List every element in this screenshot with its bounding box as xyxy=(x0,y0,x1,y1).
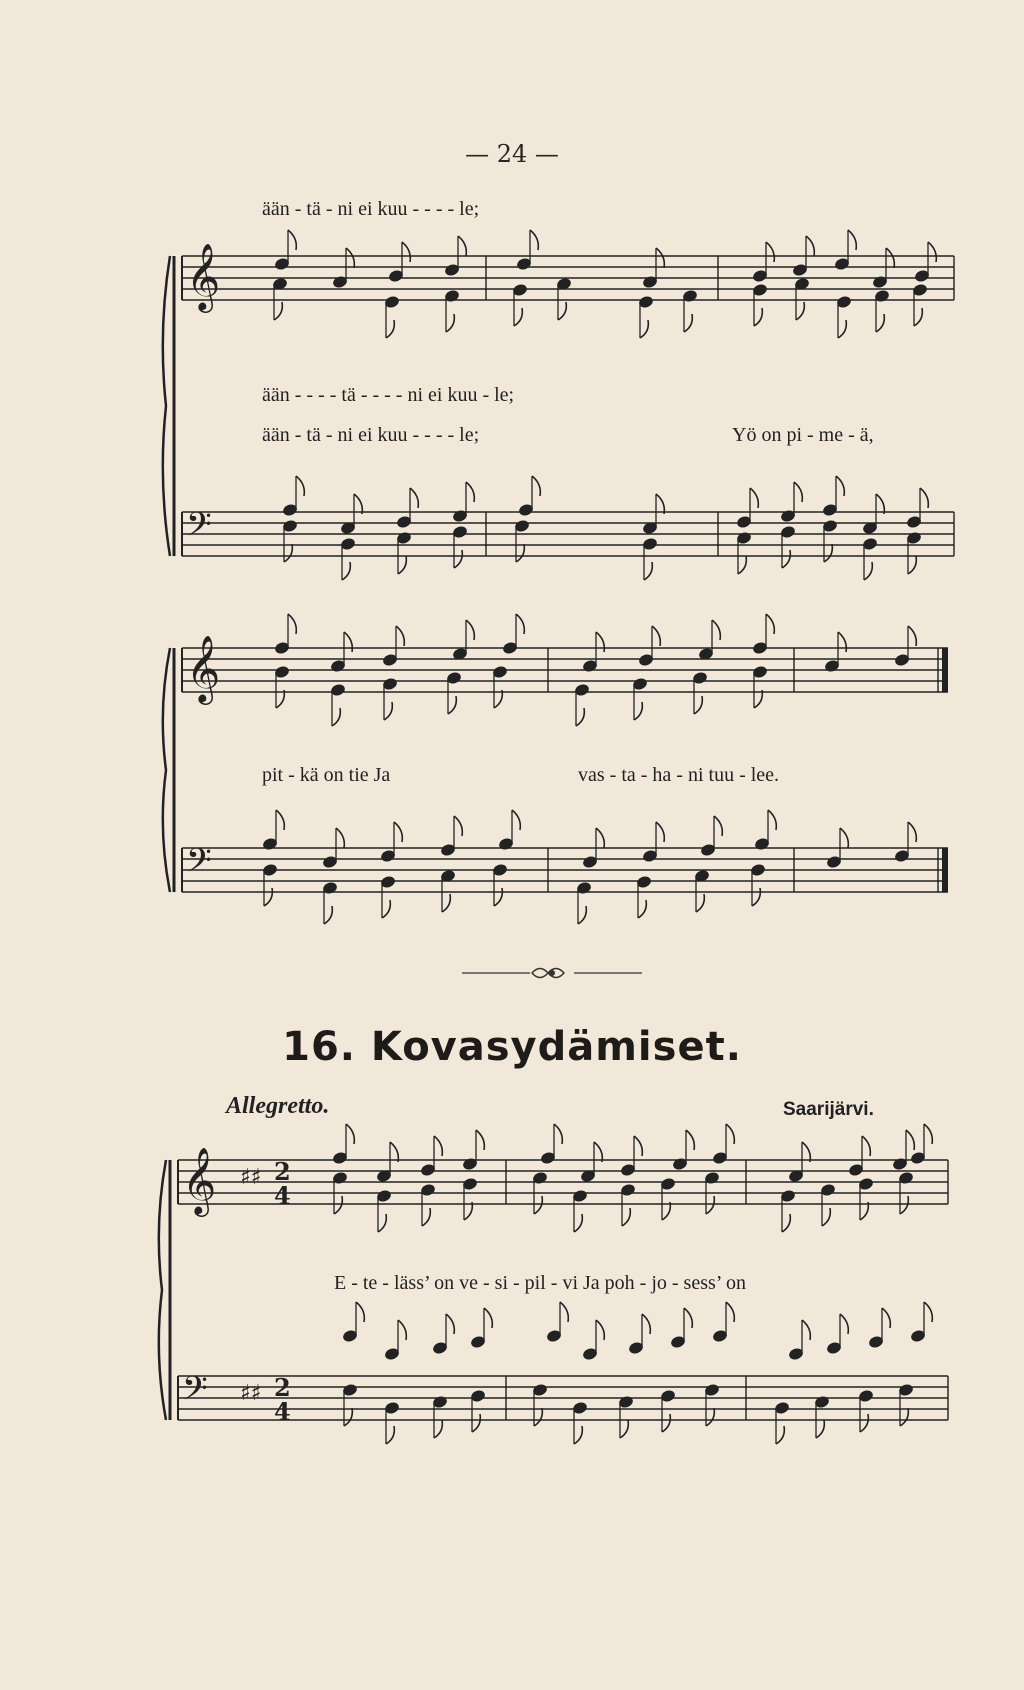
note-flag xyxy=(906,1130,914,1150)
note-flag xyxy=(472,1414,480,1432)
note-flag xyxy=(484,1308,492,1328)
note-flag xyxy=(656,248,664,268)
note-flag xyxy=(656,494,664,514)
note-flag xyxy=(900,1196,908,1214)
key-signature: ♯♯ xyxy=(240,1165,262,1190)
song-origin: Saarijärvi. xyxy=(783,1099,874,1120)
note-flag xyxy=(876,314,884,332)
note-flag xyxy=(802,1142,810,1162)
bass-clef: 𝄢 xyxy=(186,842,212,888)
note-flag xyxy=(836,476,844,496)
ornament-divider xyxy=(462,958,642,988)
note-flag xyxy=(396,626,404,646)
note-flag xyxy=(516,614,524,634)
note-flag xyxy=(766,242,774,262)
brace xyxy=(163,648,170,892)
note-flag xyxy=(386,1426,394,1444)
note-flag xyxy=(816,1420,824,1438)
note-flag xyxy=(442,894,450,912)
note-flag xyxy=(928,242,936,262)
note-flag xyxy=(288,614,296,634)
note-flag xyxy=(726,1124,734,1144)
note-flag xyxy=(596,828,604,848)
note-flag xyxy=(900,1408,908,1426)
lyric-line-1: ään - tä - ni ei kuu - - - - le; xyxy=(262,198,480,220)
note-flag xyxy=(694,696,702,714)
note-flag xyxy=(382,900,390,918)
note-flag xyxy=(276,810,284,830)
note-flag xyxy=(458,236,466,256)
note-flag xyxy=(398,556,406,574)
note-flag xyxy=(446,314,454,332)
note-flag xyxy=(394,822,402,842)
tempo-marking: Allegretto. xyxy=(226,1093,330,1119)
note-flag xyxy=(534,1196,542,1214)
note-flag xyxy=(862,1136,870,1156)
note-flag xyxy=(776,1426,784,1444)
note-flag xyxy=(794,482,802,502)
note-flag xyxy=(640,320,648,338)
lyric-line-4a: pit - kä on tie Ja xyxy=(262,764,391,786)
note-flag xyxy=(514,308,522,326)
note-flag xyxy=(634,702,642,720)
note-flag xyxy=(346,1124,354,1144)
time-signature-top: 2 xyxy=(274,1373,291,1402)
note-flag xyxy=(638,900,646,918)
note-flag xyxy=(656,822,664,842)
note-flag xyxy=(346,248,354,268)
time-signature-top: 2 xyxy=(274,1157,291,1186)
note-flag xyxy=(644,562,652,580)
note-flag xyxy=(882,1308,890,1328)
note-flag xyxy=(864,562,872,580)
note-flag xyxy=(706,1196,714,1214)
note-flag xyxy=(574,1426,582,1444)
note-flag xyxy=(908,822,916,842)
note-flag xyxy=(296,476,304,496)
note-flag xyxy=(532,476,540,496)
note-flag xyxy=(806,236,814,256)
note-flag xyxy=(530,230,538,250)
note-flag xyxy=(284,544,292,562)
time-signature-bottom: 4 xyxy=(274,1397,291,1426)
note-flag xyxy=(422,1208,430,1226)
note-flag xyxy=(466,620,474,640)
note-flag xyxy=(914,308,922,326)
bass-clef: 𝄢 xyxy=(186,506,212,552)
note-flag xyxy=(578,906,586,924)
brace xyxy=(163,256,170,556)
note-flag xyxy=(594,1142,602,1162)
note-flag xyxy=(386,320,394,338)
note-flag xyxy=(434,1420,442,1438)
time-signature-bottom: 4 xyxy=(274,1181,291,1210)
note-flag xyxy=(782,550,790,568)
note-flag xyxy=(848,230,856,250)
note-flag xyxy=(324,906,332,924)
note-flag xyxy=(684,314,692,332)
note-flag xyxy=(354,494,362,514)
note-flag xyxy=(706,1408,714,1426)
note-flag xyxy=(838,320,846,338)
lyric-line-4b: vas - ta - ha - ni tuu - lee. xyxy=(578,764,780,786)
note-flag xyxy=(924,1124,932,1144)
note-flag xyxy=(920,488,928,508)
lyric-line-5: E - te - läss’ on ve - si - pil - vi Ja poh - jo - sess’ on xyxy=(334,1272,746,1294)
note-flag xyxy=(554,1124,562,1144)
note-flag xyxy=(516,544,524,562)
note-flag xyxy=(560,1302,568,1322)
note-flag xyxy=(332,708,340,726)
note-flag xyxy=(398,1320,406,1340)
note-flag xyxy=(334,1196,342,1214)
note-flag xyxy=(534,1408,542,1426)
lyric-line-2: ään - - - - tä - - - - ni ei kuu - le; xyxy=(262,384,515,406)
note-flag xyxy=(634,1136,642,1156)
treble-clef: 𝄞 xyxy=(186,634,221,702)
note-flag xyxy=(434,1136,442,1156)
note-flag xyxy=(596,1320,604,1340)
note-flag xyxy=(684,1308,692,1328)
note-flag xyxy=(662,1414,670,1432)
note-flag xyxy=(410,488,418,508)
note-flag xyxy=(342,562,350,580)
note-flag xyxy=(876,494,884,514)
note-flag xyxy=(454,816,462,836)
note-flag xyxy=(726,1302,734,1322)
note-flag xyxy=(446,1314,454,1334)
note-flag xyxy=(512,810,520,830)
treble-clef: 𝄞 xyxy=(182,1146,217,1214)
note-flag xyxy=(378,1214,386,1232)
note-flag xyxy=(886,248,894,268)
note-flag xyxy=(344,632,352,652)
note-flag xyxy=(402,242,410,262)
note-flag xyxy=(686,1130,694,1150)
note-flag xyxy=(908,556,916,574)
note-flag xyxy=(476,1130,484,1150)
note-flag xyxy=(908,626,916,646)
note-flag xyxy=(652,626,660,646)
note-flag xyxy=(558,302,566,320)
note-flag xyxy=(622,1208,630,1226)
note-flag xyxy=(344,1408,352,1426)
note-flag xyxy=(750,488,758,508)
note-flag xyxy=(494,888,502,906)
key-signature: ♯♯ xyxy=(240,1381,262,1406)
note-flag xyxy=(802,1320,810,1340)
note-flag xyxy=(840,828,848,848)
note-flag xyxy=(714,816,722,836)
lyric-line-3b: Yö on pi - me - ä, xyxy=(732,424,874,446)
note-flag xyxy=(824,544,832,562)
note-flag xyxy=(596,632,604,652)
notes xyxy=(262,230,936,1444)
note-flag xyxy=(738,556,746,574)
note-flag xyxy=(356,1302,364,1322)
note-flag xyxy=(576,708,584,726)
note-flag xyxy=(752,888,760,906)
note-flag xyxy=(288,230,296,250)
brace xyxy=(159,1160,166,1420)
note-flag xyxy=(454,550,462,568)
note-flag xyxy=(264,888,272,906)
note-flag xyxy=(840,1314,848,1334)
treble-clef: 𝄞 xyxy=(186,242,221,310)
note-flag xyxy=(390,1142,398,1162)
clefs xyxy=(182,242,291,1426)
note-flag xyxy=(766,614,774,634)
note-flag xyxy=(782,1214,790,1232)
note-flag xyxy=(620,1420,628,1438)
note-flag xyxy=(642,1314,650,1334)
note-flag xyxy=(924,1302,932,1322)
note-flag xyxy=(466,482,474,502)
note-flag xyxy=(696,894,704,912)
note-flag xyxy=(860,1414,868,1432)
note-flag xyxy=(754,308,762,326)
song-title: 16. Kovasydämiset. xyxy=(282,1024,742,1070)
note-flag xyxy=(822,1208,830,1226)
note-flag xyxy=(768,810,776,830)
page-number: — 24 — xyxy=(465,140,559,168)
note-flag xyxy=(336,828,344,848)
note-flag xyxy=(384,702,392,720)
note-flag xyxy=(274,302,282,320)
note-flag xyxy=(574,1214,582,1232)
bass-clef: 𝄢 xyxy=(182,1370,208,1416)
note-flag xyxy=(838,632,846,652)
note-flag xyxy=(712,620,720,640)
note-flag xyxy=(796,302,804,320)
lyric-line-3a: ään - tä - ni ei kuu - - - - le; xyxy=(262,424,480,446)
note-flag xyxy=(448,696,456,714)
